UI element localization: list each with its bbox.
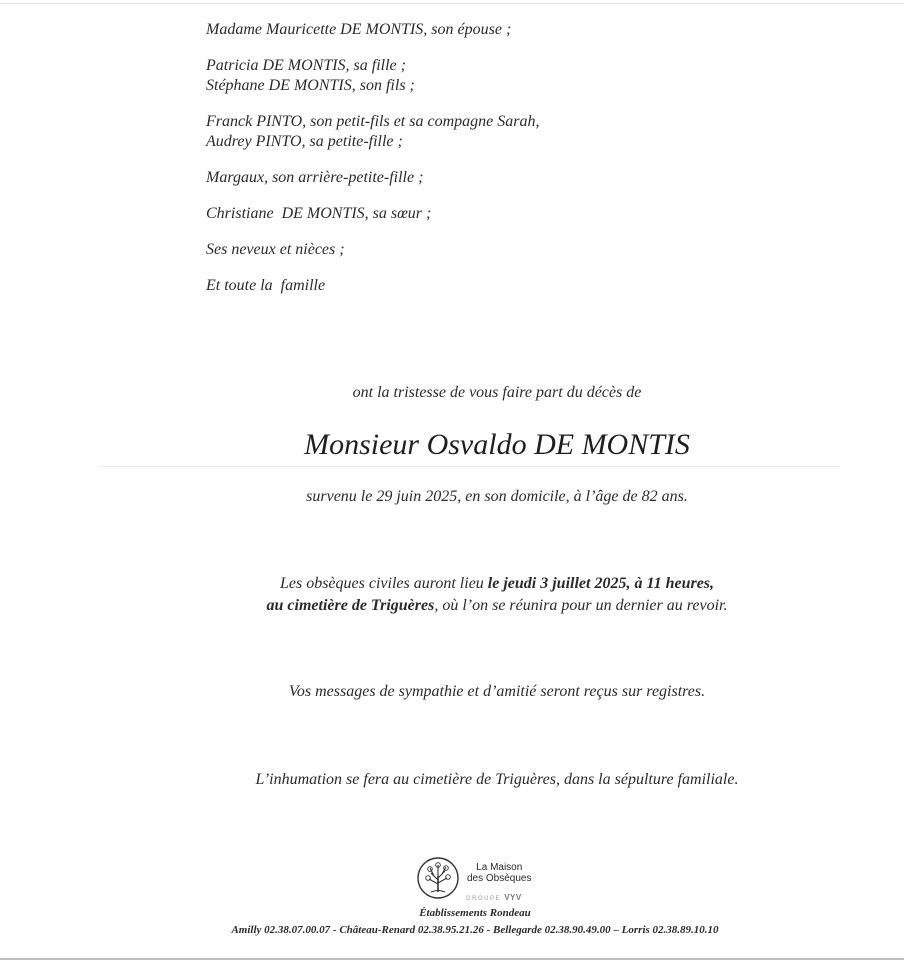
- family-group: [206, 20, 539, 40]
- deceased-details: survenu le 29 juin 2025, en son domicile, à l’âge de 82 ans.: [306, 488, 688, 505]
- family-member: Audrey PINTO, sa petite-fille ;: [206, 133, 403, 150]
- burial-text: L’inhumation se fera au cimetière de Triguères, dans la sépulture familiale.: [255, 771, 739, 788]
- deceased-name: Monsieur Osvaldo DE MONTIS: [304, 428, 690, 461]
- funeral-line-2-suffix: , où l’on se réunira pour un dernier au revoir.: [434, 597, 728, 614]
- logo-brand: VYV: [504, 893, 522, 902]
- family-group: [206, 168, 539, 188]
- funeral-line-1-prefix: Les obsèques civiles auront lieu: [279, 575, 488, 592]
- contact-numbers: Amilly 02.38.07.00.07 - Château-Renard 02.38.95.21.26 - Bellegarde 02.38.90.49.00 – Lorris 02.38.89.10.10: [231, 924, 719, 936]
- family-group: [206, 204, 539, 224]
- funeral-date-time: le jeudi 3 juillet 2025, à 11 heures,: [487, 575, 715, 592]
- family-group: [206, 276, 539, 296]
- condolence-messages-text: Vos messages de sympathie et d’amitié seront reçus sur registres.: [288, 683, 706, 700]
- funeral-home-logo: [416, 856, 566, 906]
- family-member: Madame Mauricette DE MONTIS, son épouse ;: [206, 21, 512, 38]
- top-divider: [0, 3, 904, 4]
- logo-group-label: [466, 893, 522, 902]
- tree-icon: [416, 856, 460, 900]
- establishment-name: Établissements Rondeau: [419, 907, 531, 919]
- family-member: Franck PINTO, son petit-fils et sa compagne Sarah,: [206, 113, 540, 130]
- logo-group-text: GROUPE: [466, 896, 502, 902]
- bottom-divider: [0, 958, 904, 960]
- family-member: Patricia DE MONTIS, sa fille ;: [206, 57, 406, 74]
- logo-text: [467, 862, 532, 884]
- family-member: Margaux, son arrière-petite-fille ;: [206, 169, 424, 186]
- funeral-line-1: [0, 575, 904, 593]
- family-member: Et toute la famille: [206, 277, 326, 294]
- logo-line-1: La Maison: [476, 862, 523, 873]
- family-group: [206, 56, 539, 96]
- family-member: Stéphane DE MONTIS, son fils ;: [206, 77, 415, 94]
- family-member: Ses neveux et nièces ;: [206, 241, 345, 258]
- family-group: [206, 240, 539, 260]
- family-member: Christiane DE MONTIS, sa sœur ;: [206, 205, 432, 222]
- family-group: [206, 112, 539, 152]
- funeral-location: au cimetière de Triguères: [266, 597, 435, 614]
- family-list: [206, 20, 539, 312]
- funeral-line-2: [0, 597, 904, 615]
- announcement-text: ont la tristesse de vous faire part du décès de: [352, 384, 642, 401]
- logo-line-2: des Obsèques: [467, 873, 532, 884]
- faint-divider: [100, 466, 840, 467]
